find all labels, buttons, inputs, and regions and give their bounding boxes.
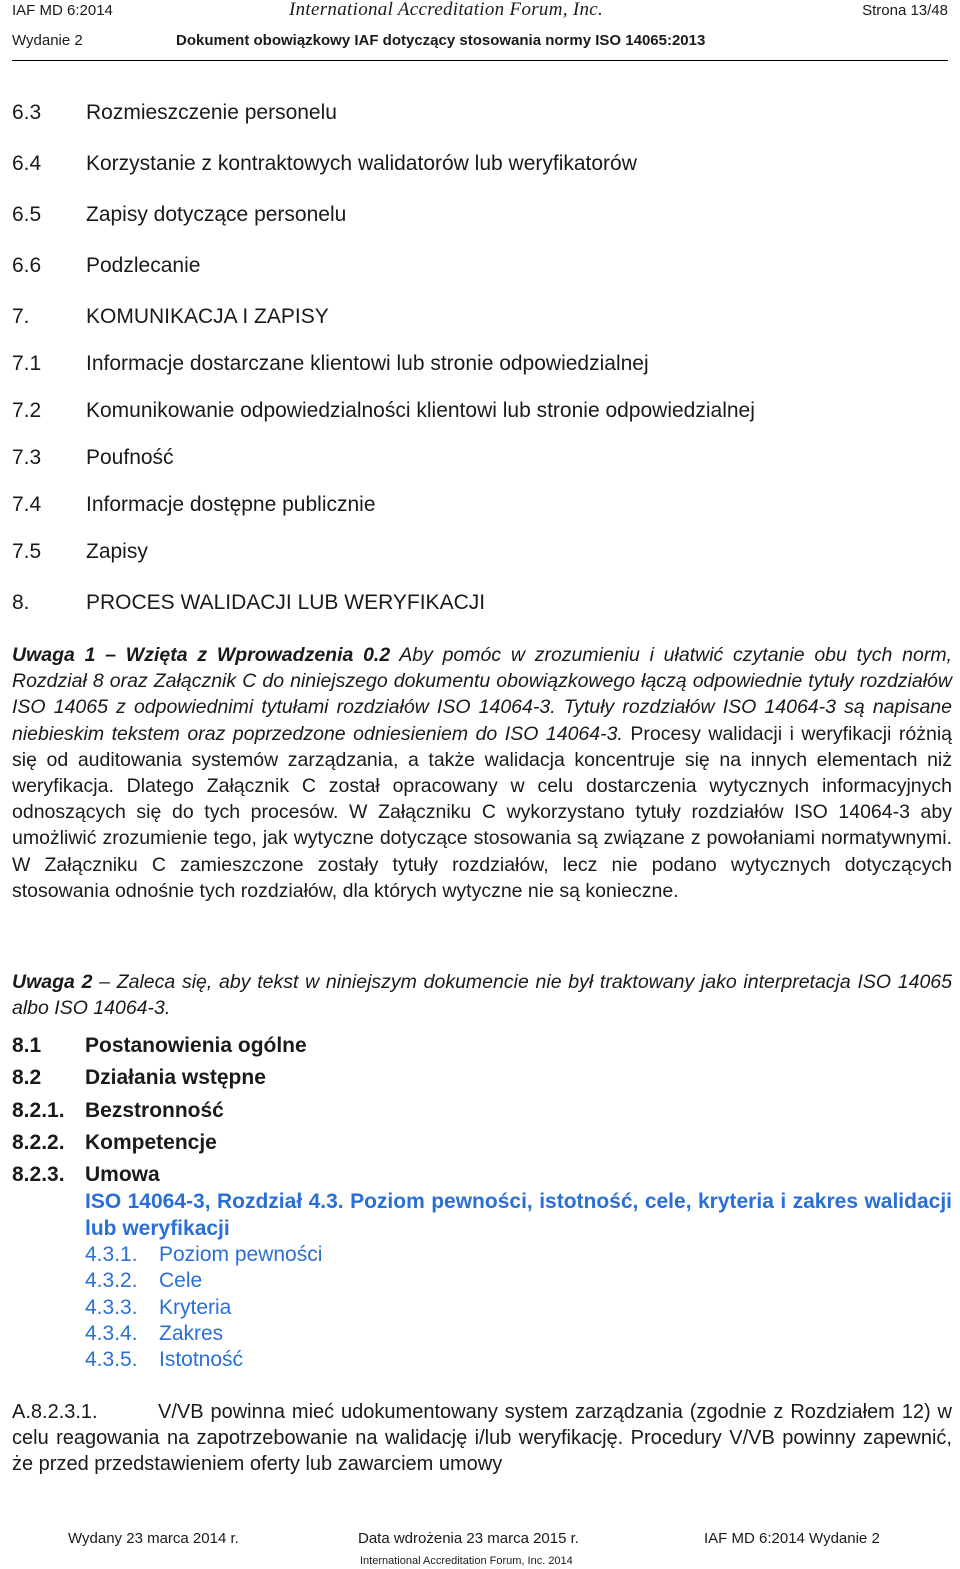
edition: Wydanie 2 (12, 32, 83, 49)
doc-id: IAF MD 6:2014 (12, 2, 113, 19)
page-header-top (12, 2, 948, 24)
org-name: International Accreditation Forum, Inc. (289, 0, 604, 20)
annex-number: A.8.2.3.1. (12, 1401, 98, 1423)
header-divider (12, 60, 948, 61)
note-1-italic-text: Aby pomóc w zrozumieniu i ułatwić czytanie obu tych norm, Rozdział 8 oraz Załącznik C do niniejszego dokumentu obowiązkowego łączą odpowiednie tytuły rozdziałów ISO 14065 z odpowiednimi tytułami rozdziałów ISO 14064-3. Tytuły rozdziałów ISO 14064-3 są napisane niebieskim tekstem oraz poprzedzone odniesieniem do ISO 14064-3. (12, 644, 952, 745)
footer-doc: IAF MD 6:2014 Wydanie 2 (704, 1530, 880, 1547)
note-2-text: – Zaleca się, aby tekst w niniejszym dokumencie nie był traktowany jako interpretacja ISO 14065 albo ISO 14064-3. (12, 971, 952, 1020)
iso-heading: ISO 14064-3, Rozdział 4.3. Poziom pewności, istotność, cele, kryteria i zakres walidacji lub weryfikacji (85, 1190, 952, 1240)
doc-title: Dokument obowiązkowy IAF dotyczący stosowania normy ISO 14065:2013 (176, 32, 706, 49)
annex-paragraph (12, 1399, 952, 1478)
note-2-lead: Uwaga 2 (12, 971, 93, 993)
note-1 (12, 642, 952, 904)
note-1-plain-text: Procesy walidacji i weryfikacji różnią się od auditowania systemów zarządzania, a także walidacja koncentruje się na innych elementach niż weryfikacja. Dlatego Załącznik C został opracowany w celu dostarczenia wytycznych informacyjnych odnoszących się do tych procesów. W Załączniku C wykorzystano tytuły rozdziałów ISO 14064-3 aby umożliwić zrozumienie tego, jak wytyczne dotyczące stosowania są związane z powołaniami normatywnymi. W Załączniku C zamieszczone zostały tytuły rozdziałów, lecz nie podano wytycznych dotyczących stosowania odnośnie tych rozdziałów, dla których wytyczne nie są konieczne. (12, 722, 952, 902)
annex-text: V/VB powinna mieć udokumentowany system zarządzania (zgodnie z Rozdziałem 12) w celu reagowania na zapotrzebowanie na walidację i/lub weryfikację. Procedury V/VB powinny zapewnić, że przed przedstawieniem oferty lub zawarciem umowy (12, 1401, 952, 1476)
note-2 (12, 969, 952, 1021)
note-1-lead: Uwaga 1 – Wzięta z Wprowadzenia 0.2 (12, 644, 391, 666)
page-header-bottom (12, 32, 948, 54)
page-number: Strona 13/48 (862, 2, 948, 19)
footer-issued: Wydany 23 marca 2014 r. (68, 1530, 239, 1547)
footer-effective: Data wdrożenia 23 marca 2015 r. (358, 1530, 579, 1547)
footer-copyright: International Accreditation Forum, Inc. 2014 (360, 1555, 573, 1567)
